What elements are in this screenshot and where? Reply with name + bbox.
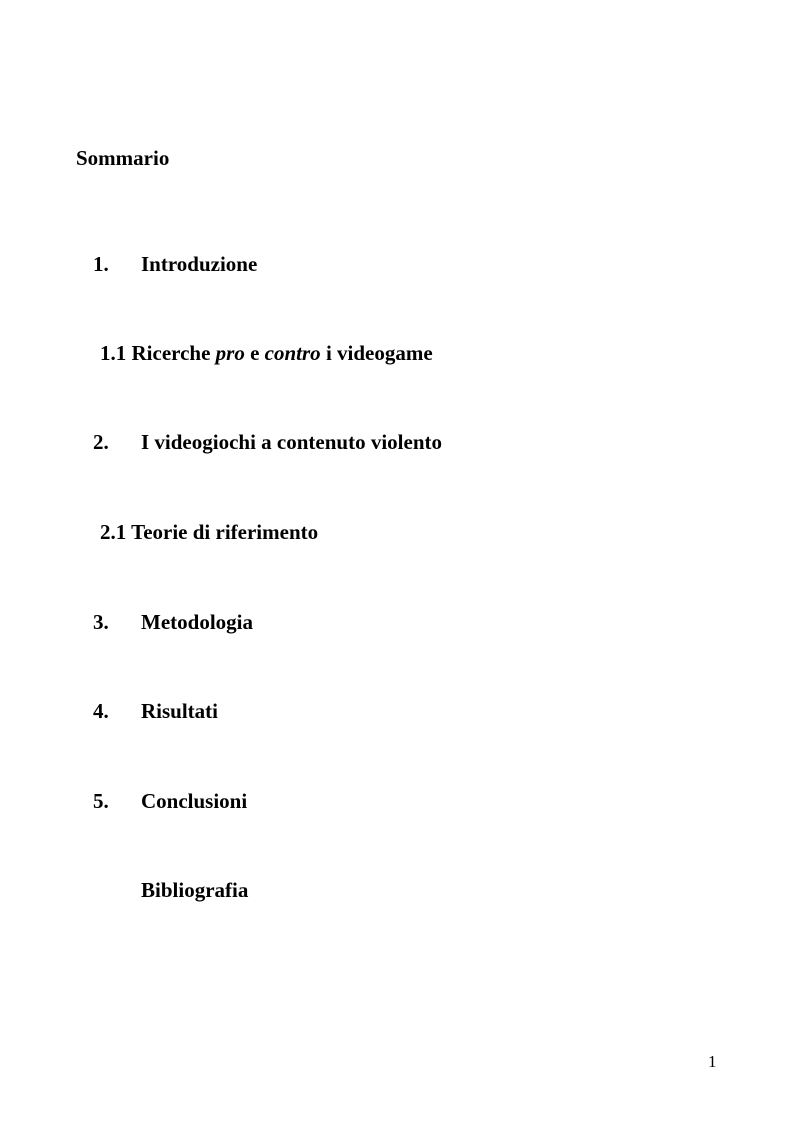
toc-subentry-text: Ricerche (131, 341, 211, 365)
toc-subentry-number: 2.1 (100, 520, 127, 544)
page-number: 1 (708, 1052, 717, 1071)
toc-entry-number: 5. (93, 789, 109, 813)
toc-entry-label: Bibliografia (141, 878, 249, 902)
toc-entry-number: 3. (93, 610, 109, 634)
toc-entry-number: 2. (93, 430, 109, 454)
page-title: Sommario (76, 146, 170, 170)
toc-entry-number: 1. (93, 252, 109, 276)
toc-subentry-number: 1.1 (100, 341, 127, 365)
toc-entry-label: Metodologia (141, 610, 253, 634)
toc-subentry-italic: pro (215, 341, 245, 365)
toc-entry-number: 4. (93, 699, 109, 723)
toc-subentry-label: Teorie di riferimento (131, 520, 319, 544)
toc-entry-label: Conclusioni (141, 789, 248, 813)
toc-subentry-text: e (250, 341, 260, 365)
toc-entry-label: I videogiochi a contenuto violento (141, 430, 443, 454)
toc-subentry-teorie (100, 518, 318, 546)
toc-subentry-italic: contro (264, 341, 321, 365)
toc-entry-label: Risultati (141, 699, 219, 723)
toc-subentry-ricerche (100, 339, 433, 367)
toc-entry-label: Introduzione (141, 252, 258, 276)
toc-subentry-text: i videogame (325, 341, 433, 365)
